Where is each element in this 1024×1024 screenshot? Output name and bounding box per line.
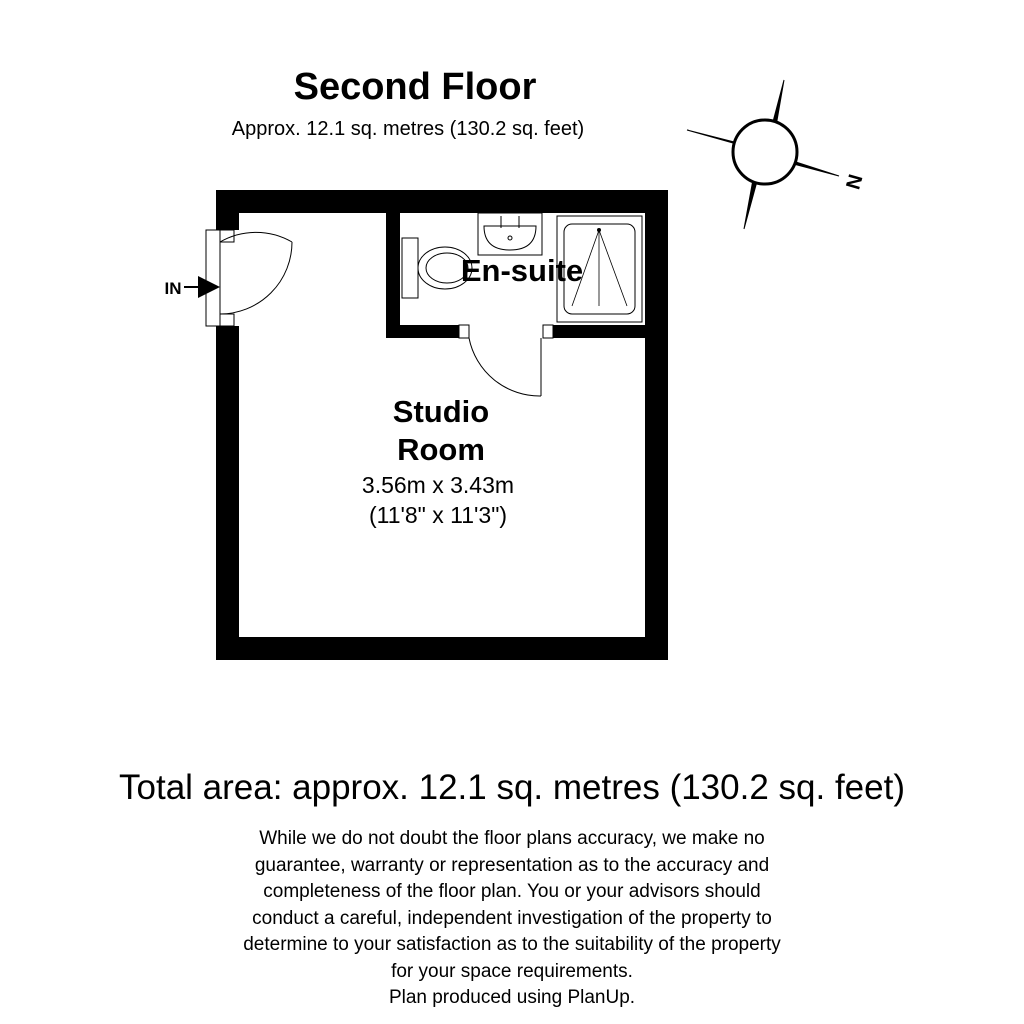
entrance-door	[206, 230, 292, 326]
ensuite-door	[459, 325, 553, 396]
disclaimer-line: for your space requirements.	[391, 960, 633, 982]
basin-icon	[478, 213, 542, 255]
ensuite-name: En-suite	[460, 253, 584, 288]
floor-area: Approx. 12.1 sq. metres (130.2 sq. feet)	[231, 118, 585, 140]
disclaimer-line: guarantee, warranty or representation as to the accuracy and	[254, 854, 770, 876]
studio-name-line1: Studio	[392, 394, 490, 429]
compass-north-label: N	[842, 172, 868, 192]
disclaimer-line: completeness of the floor plan. You or your advisors should	[263, 881, 761, 902]
studio-dimensions-metric: 3.56m x 3.43m	[361, 472, 515, 498]
disclaimer-line: determine to your satisfaction as to the suitability of the property	[243, 934, 781, 955]
total-area: Total area: approx. 12.1 sq. metres (130.2 sq. feet)	[119, 768, 905, 807]
floor-title: Second Floor	[293, 66, 537, 108]
studio-dimensions-imperial: (11'8" x 11'3")	[368, 502, 508, 528]
disclaimer-line: While we do not doubt the floor plans accuracy, we make no	[259, 828, 765, 849]
studio-name-line2: Room	[397, 432, 485, 467]
disclaimer-line: Plan produced using PlanUp.	[388, 987, 636, 1008]
entrance-label: IN	[164, 279, 182, 298]
disclaimer	[162, 826, 862, 1012]
disclaimer-line: conduct a careful, independent investigation of the property to	[252, 907, 772, 929]
compass-icon	[687, 80, 839, 229]
